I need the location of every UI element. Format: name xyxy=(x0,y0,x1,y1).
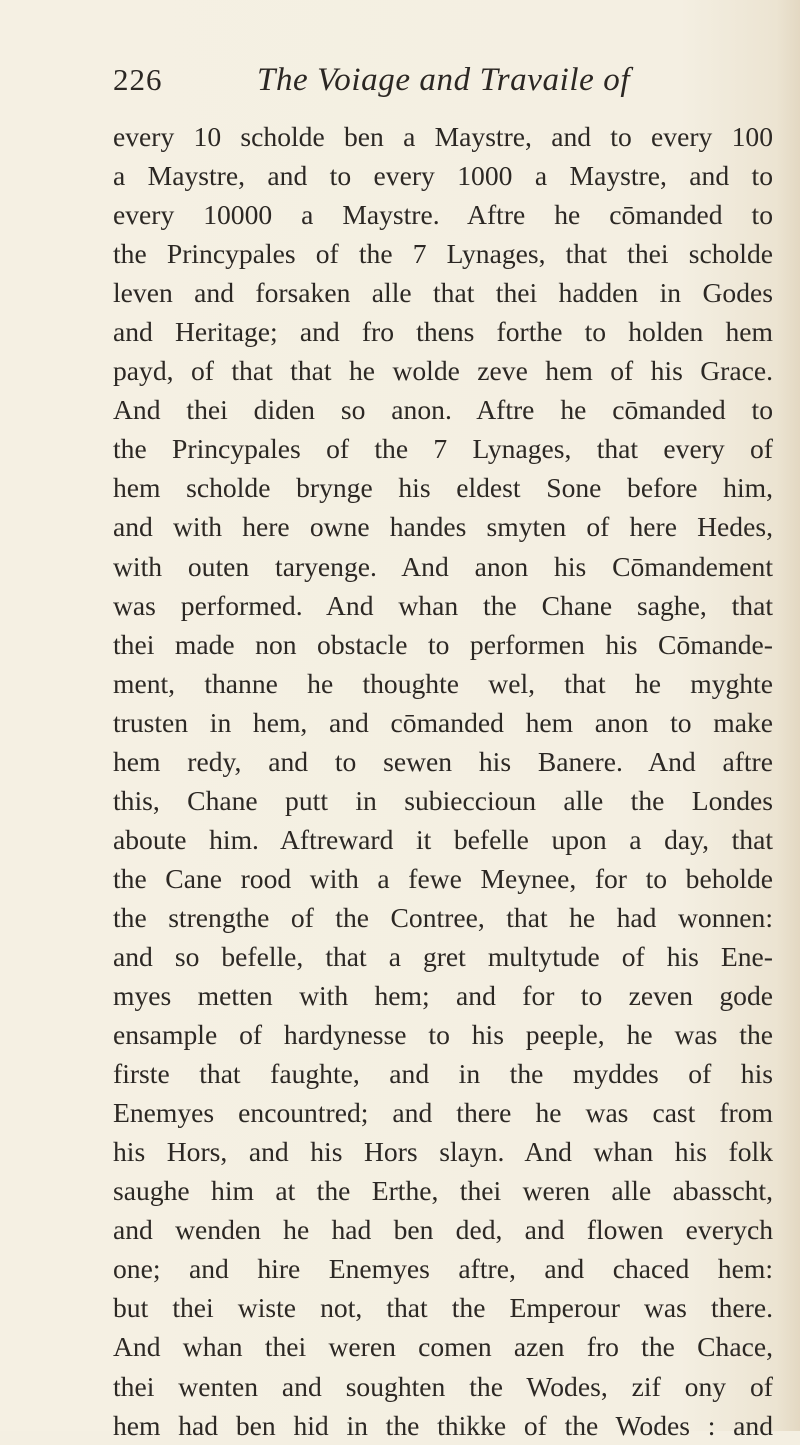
text-line: myes metten with hem; and for to zeven gode xyxy=(113,980,773,1012)
text-line: leven and forsaken alle that thei hadden in Godes xyxy=(113,277,773,309)
text-line: and Heritage; and fro thens forthe to holden hem xyxy=(113,316,773,348)
text-line: trusten in hem, and cōmanded hem anon to make xyxy=(113,706,773,738)
text-line: the strengthe of the Contree, that he had wonnen: xyxy=(113,901,773,933)
text-line: and so befelle, that a gret multytude of his Ene- xyxy=(113,940,773,972)
text-line: ment, thanne he thoughte wel, that he myghte xyxy=(113,667,773,699)
text-line: thei wenten and soughten the Wodes, zif ony of xyxy=(113,1370,773,1402)
text-line: but thei wiste not, that the Emperour was there. xyxy=(113,1292,773,1324)
text-line: ensample of hardynesse to his peeple, he was the xyxy=(113,1019,773,1051)
running-title: The Voiage and Travaile of xyxy=(257,62,631,98)
text-line: a Maystre, and to every 1000 a Maystre, and to xyxy=(113,160,773,192)
text-line: every 10000 a Maystre. Aftre he cōmanded to xyxy=(113,199,773,231)
text-line: Enemyes encountred; and there he was cast from xyxy=(113,1097,773,1129)
text-line: was performed. And whan the Chane saghe, that xyxy=(113,589,773,621)
text-line: every 10 scholde ben a Maystre, and to every 100 xyxy=(113,121,773,152)
text-line: the Princypales of the 7 Lynages, that thei scholde xyxy=(113,238,773,270)
text-line: his Hors, and his Hors slayn. And whan his folk xyxy=(113,1136,773,1168)
text-line: hem had ben hid in the thikke of the Wodes : and xyxy=(113,1409,773,1441)
text-line: one; and hire Enemyes aftre, and chaced hem: xyxy=(113,1253,773,1285)
page-header xyxy=(113,62,693,102)
text-line: hem scholde brynge his eldest Sone before him, xyxy=(113,472,773,504)
body-text xyxy=(113,117,773,1445)
text-line: payd, of that that he wolde zeve hem of his Grace. xyxy=(113,355,773,387)
text-line: saughe him at the Erthe, thei weren alle abasscht, xyxy=(113,1175,773,1207)
text-line: and wenden he had ben ded, and flowen everych xyxy=(113,1214,773,1246)
text-line: and with here owne handes smyten of here Hedes, xyxy=(113,511,773,543)
text-line: aboute him. Aftreward it befelle upon a day, that xyxy=(113,823,773,855)
text-line: And whan thei weren comen azen fro the Chace, xyxy=(113,1331,773,1363)
text-line: And thei diden so anon. Aftre he cōmanded to xyxy=(113,394,773,426)
text-line: hem redy, and to sewen his Banere. And aftre xyxy=(113,745,773,777)
text-line: firste that faughte, and in the myddes of his xyxy=(113,1058,773,1090)
text-line: this, Chane putt in subieccioun alle the Londes xyxy=(113,784,773,816)
text-line: the Princypales of the 7 Lynages, that every of xyxy=(113,433,773,465)
page-number: 226 xyxy=(113,62,163,97)
text-line: with outen taryenge. And anon his Cōmandement xyxy=(113,550,773,582)
text-line: thei made non obstacle to performen his Cōmande- xyxy=(113,628,773,660)
text-line: the Cane rood with a fewe Meynee, for to beholde xyxy=(113,862,773,894)
